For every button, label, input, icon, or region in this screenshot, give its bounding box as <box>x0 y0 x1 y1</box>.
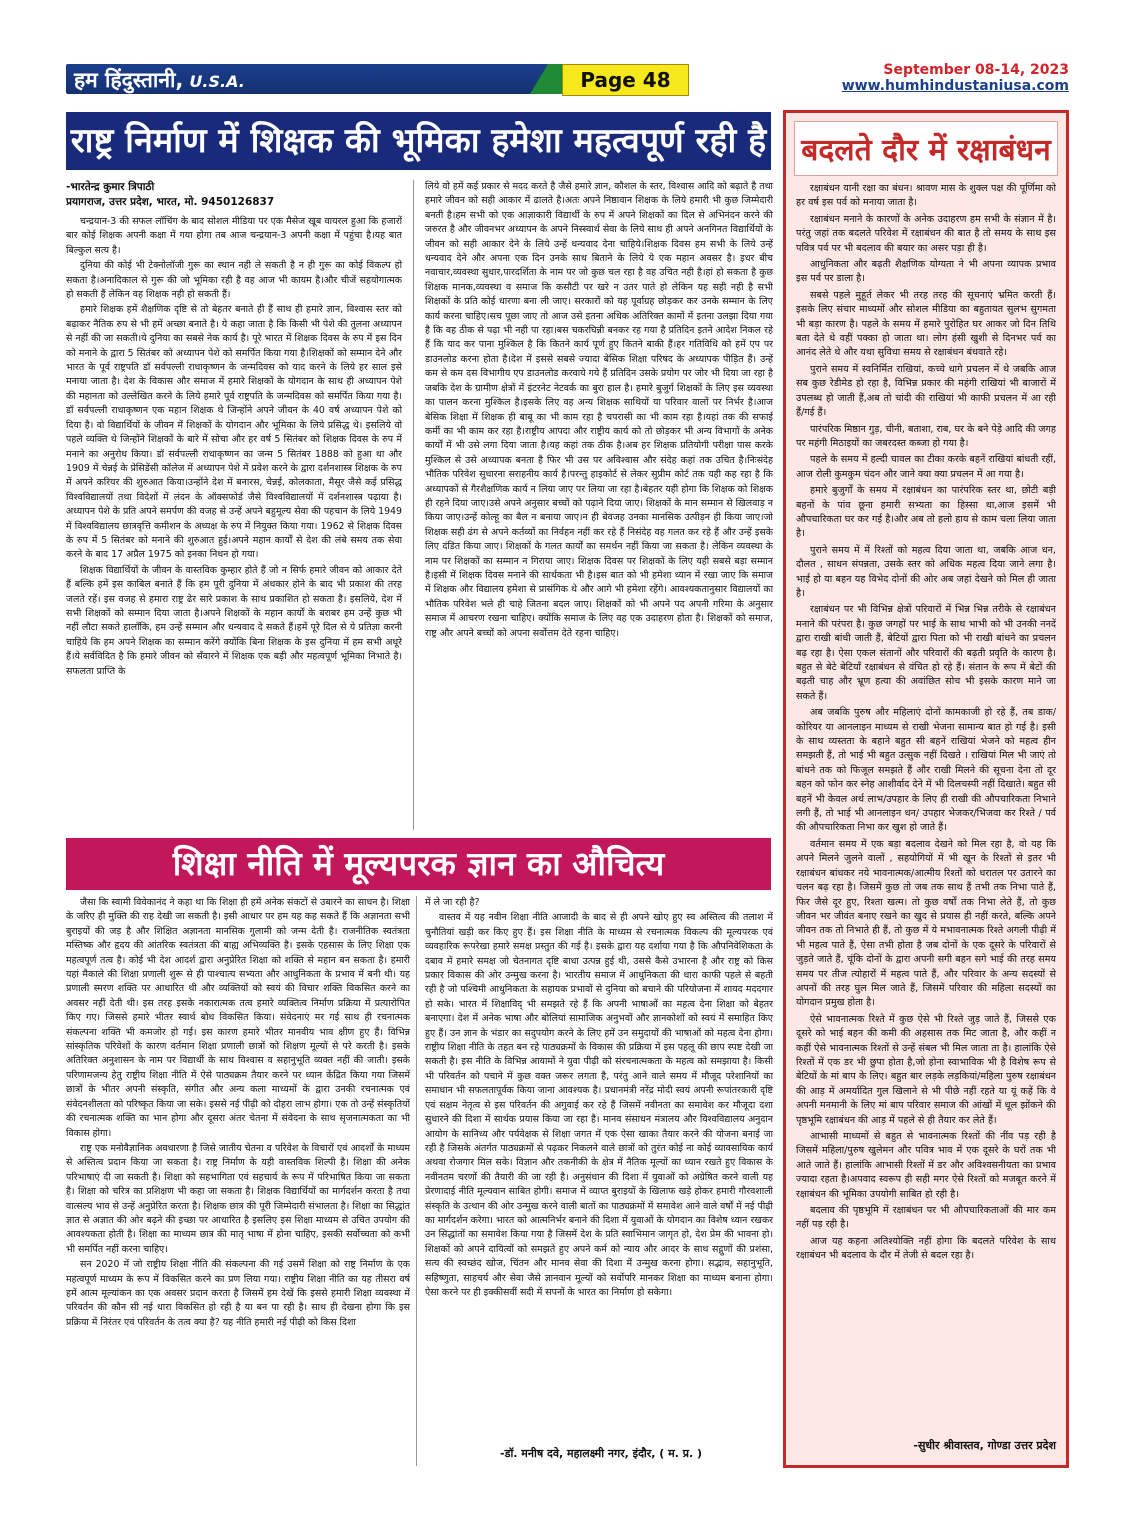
page-number: Page 48 <box>562 64 689 96</box>
article1-location: प्रयागराज, उत्तर प्रदेश, भारत, मो. 9450126837 <box>66 196 275 208</box>
paragraph: चन्द्रयान-3 की सफल लॉचिंग के बाद सोशल मीडिया पर एक मैसेज खूब वायरल हुआ कि हजारों बार कोई शिक्षक अपनी कक्षा में गया होगा तब आज चन्द्रयान-3 अपनी कक्षा में पहुंचा है।यह बात बिल्कुल सत्य है। <box>66 216 402 256</box>
article1-author: -भारतेन्द्र कुमार त्रिपाठी <box>66 181 155 193</box>
paragraph: वास्तव में यह नवीन शिक्षा नीति आजादी के बाद से ही अपने खोए हुए स्व अस्तित्व की तलाश में चुनौतियां खड़ी कर किए हुए हैं। इस शिक्षा नीति के माध्यम से रचनात्मक विकल्प की मूल्यपरक एवं व्यवहारिक रूपरेखा हमारे समक्ष प्रस्तुत की गई है। इसके द्वारा यह दर्शाया गया है कि औपनिवेशिकता के दबाव में हमारे समक्ष जो चेतनागत दृष्टि बाधा उत्पन्न हुई थी, उससे कैसे उभारना है और राष्ट्र को किस प्रकार विकास की ओर उन्मुख करना है। भारतीय समाज में आधुनिकता की धारा काफी पहले से बहती रही है जो पश्चिमी आधुनिकता के सहायक प्रभावों से दुनिया को बचाने की परियोजना में शायद मददगार हो सके। भारत में शिक्षाविद् भी समझते रहे हैं कि अपनी भाषाओं का महत्व देना शिक्षा को बेहतर बनाएगा। देश में अनेक भाषा और बोलियां सामाजिक अनुभवों और ज्ञानकोशों को स्वयं में समाहित किए हुए हैं। उन ज्ञान के भंडार का सदुपयोग करने के लिए हमें उन समुदायों की भाषाओं को महत्व देना होगा। राष्ट्रीय शिक्षा नीति के तहत बन रहे पाठ्यक्रमों के विकास की प्रक्रिया में इस पहलू की छाप स्पष्ट देखी जा सकती है। इस नीति के विभिन्न आयामों ने युवा पीढ़ी को संरचनात्मकता के महत्व को समझाया है। किसी भी परिवर्तन को पचाने में कुछ वक्त जरूर लगता है, परंतु आने वाले समय में मौजूद परेशानियों का समाधान भी सफलतापूर्वक किया जाना आवश्यक है। प्रधानमंत्री नरेंद्र मोदी स्वयं अपनी रूपांतरकारी दृष्टि एवं सक्षम नेतृत्व से इस परिवर्तन की अगुवाई कर रहे हैं जिसमें नवीनता का समावेश कर मौजूदा दशा सुधारने की दिशा में सार्थक प्रयास किया जा रहा है। मानव संसाधन मंत्रालय और विश्वविद्यालय अनुदान आयोग के सानिध्य और पर्यवेक्षक से शिक्षा जगत में एक ऐसा खाका तैयार करने की योजना बनाई जा रही है जिसके अंतर्गत पाठ्यक्रमों से पढ़कर निकलने वाले छात्रों को तुरंत कोई ना कोई व्यावसायिक कार्य अथवा रोजगार मिल सके। विज्ञान और तकनीकी के क्षेत्र में नैतिक मूल्यों का ध्यान रखते हुए विकास के नवीनतम चरणों की तैयारी की जा रही है। अनुसंधान की दिशा में युवाओं को अग्रेषित करने वाली यह प्रेरणादाई नीति मूल्यवान साबित होगी। समाज में व्याप्त बुराइयों के खिलाफ खड़े होकर हमारी गौरवशाली संस्कृति के उत्थान की ओर उन्मुख करने वाली बातों का पाठ्यक्रमों में समावेश आने वाले वर्षों में नई पीढ़ी का मार्गदर्शन करेगा। भारत को आत्मनिर्भर बनाने की दिशा में युवाओं के योगदान का विशेष ध्यान रखकर उन सिद्धांतों का समावेश किया गया है जिसमें देश के प्रति स्वाभिमान जागृत हो, देश प्रेम की भावना हो। शिक्षकों को अपने दायित्वों को समझते हुए अपने कर्म को न्याय और आदर के साथ सद्गुणों की प्रशंसा, सत्य की स्वच्छंद खोज, चिंतन और मानव सेवा की दिशा में उन्मुख करना होगा। सद्भाव, सहानुभूति, सहिष्णुता, साहचर्य और सेवा जैसे ज्ञानवान मूल्यों को सर्वोपरि मानकर शिक्षा का माध्यम बनाना होगा। ऐसा करने पर ही इक्कीसवीं सदी में सपनों के भारत का निर्माण हो सकेगा। <box>425 912 773 1298</box>
website-link[interactable]: www.humhindustaniusa.com <box>841 78 1069 94</box>
brand-logo <box>74 66 245 94</box>
article1-column-2 <box>425 180 773 830</box>
column-divider <box>413 180 414 830</box>
sidebar-title: बदलते दौर में रक्षाबंधन <box>794 121 1058 176</box>
paragraph: पुराने समय में स्वनिर्मित राखियां, कच्चे धागे प्रचलन में थे जबकि आज सब कुछ रेडीमेड हो रहा है, विभिन्न प्रकार की महंगी राखियां भी बाजारों में उपलब्ध हो जाती हैं,अब तो चांदी की राखियां भी काफी प्रचलन में आ रही हैं/गई हैं। <box>796 363 1056 419</box>
paragraph: बदलाव की पृष्ठभूमि में रक्षाबंधन पर भी औपचारिकताओं की मार कम नहीं पड़ रही है। <box>796 1205 1056 1231</box>
paragraph: रक्षाबंधन पर भी विभिन्न क्षेत्रों परिवारों में भिन्न भिन्न तरीके से रक्षाबंधन मनाने की परंपरा है। कुछ जगहों पर भाई के साथ भाभी को भी उनकी ननदें द्वारा राखी बांधी जाती हैं, बेटियों द्वारा पिता को भी राखी बांधने का प्रचलन बढ़ रहा है। ऐसा एकल संतानों और परिवारों की बढ़ती प्रवृति के कारण है। बहुत से बेटे बेटियाँ रक्षाबंधन से वंचित हो रहे हैं। संतान के रूप में बेटों की बढ़ती चाह और भ्रूण हत्या की अवांछित सोच भी इसके कारण माने जा सकते हैं। <box>796 604 1056 702</box>
sidebar-author: -सुधीर श्रीवास्तव, गोण्डा उत्तर प्रदेश <box>913 1439 1056 1452</box>
paragraph: दुनिया की कोई भी टेक्नोलॉजी गुरू का स्थान नही ले सकती है न ही गुरू का कोई विकल्प हो सकता है।अनादिकाल से गुरू की जो भूमिका रही है वह आज भी कायम है।और चीजें सहयोगात्मक हो सकती हैं लेकिन वह शिक्षक नही हो सकती हैं। <box>66 260 402 301</box>
article2-headline: शिक्षा नीति में मूल्यपरक ज्ञान का औचित्य <box>66 838 771 890</box>
paragraph: शिक्षक विद्यार्थियों के जीवन के वास्तविक कुम्हार होते हैं जो न सिर्फ हमारे जीवन को आकार देते हैं बल्कि हमें इस काबिल बनाते हैं कि हम पूरी दुनिया में अंधकार होने के बाद भी प्रकाश की तरह जलते रहें। इस वजह से हमारा राष्ट्र ढेर सारे प्रकाश के साथ प्रकाशित हो सकता है। इसलिये, देश में सभी शिक्षकों को सम्मान दिया जाता है।अपने शिक्षकों के महान कार्यों के बराबर हम उन्हें कुछ भी नहीं लौटा सकते हालाँकि, हम उन्हें सम्मान और धन्यवाद दे सकते हैं।हमें पूरे दिल से ये प्रतिज्ञा करनी चाहिये कि हम अपने शिक्षक का सम्मान करेंगे क्योंकि बिना शिक्षक के इस दुनिया में हम सभी अधूरे हैं।ये सर्वविदित है कि हमारे जीवन को सँवारने में शिक्षक एक बड़ी और महत्वपूर्ण भूमिका निभाते है।सफलता प्राप्ति के <box>66 564 402 677</box>
paragraph: आभासी माध्यमों से बहुत से भावनात्मक रिश्तों की नींव पड़ रही है जिसमें महिला/पुरुष खुलेमन और पवित्र भाव में एक दूसरे के घरों तक भी आते जाते हैं। हालांकि आभासी रिश्तों में डर और अविश्वसनीयता का प्रभाव ज्यादा रहता है।अपवाद स्वरूप ही सही मगर ऐसे रिश्तों को मजबूत करने में रक्षाबंधन की भूमिका उपयोगी साबित हो रही है। <box>796 1131 1056 1200</box>
paragraph: वर्तमान समय में एक बड़ा बदलाव देखने को मिल रहा है, वो यह कि अपने मिलने जुलने वालों , सहयोगियों में भी खून के रिश्तों से इतर भी रक्षाबंधन बांधकर नये भावनात्मक/आत्मीय रिश्तों को धरातल पर उतारने का चलन बढ़ रहा है। जिसमें कुछ तो जब तक साथ हैं तभी तक निभा पाते हैं, फिर जैसे दूर हुए, रिश्ता खत्म। तो कुछ वर्षों तक निभा लेते हैं, तो कुछ जीवन भर जीवंत बनाए रखने का खुद से प्रयास ही नहीं करते, बल्कि अपने जीवन तक तो निभाते ही हैं, तो कुछ में ये मभावनात्मक रिश्ते अगली पीढ़ी में भी महत्व पाते हैं, ऐसा तभी होता है जब दोनों के एक दूसरे के परिवारों से जुड़ते जाते हैं, चूंकि दोनों के द्वारा अपनी सगी बहन सगे भाई की तरह समय समय पर तीज त्योहारों में महत्व पाते हैं, और परिवार के अन्य सदस्यों से अपनों की तरह घुल मिल जाते हैं, जिसमें परिवार की महिला सदस्यों का योगदान प्रमुख होता है। <box>796 838 1056 1009</box>
article1-byline <box>66 180 274 210</box>
paragraph: हमारे बुजुर्गों के समय में रक्षाबंधन का पारंपरिक स्तर था, छोटी बड़ी बहनों के पांव छूना हमारी सभ्यता का हिस्सा था,आज इसमें भी औपचारिकता घर कर गई है।और अब तो हलो हाय से काम चला लिया जाता है। <box>796 485 1056 540</box>
paragraph: आज यह कहना अतिश्योक्ति नहीं होगा कि बदलते परिवेश के साथ रक्षाबंधन भी बदलाव के दौर में तेजी से बदल रहा है। <box>796 1235 1056 1262</box>
paragraph: पुराने समय में में रिश्तों को महत्व दिया जाता था, जबकि आज धन, दौलत , साधन संपन्नता, उसके स्तर को अधिक महत्व दिया जाने लगा है। भाई हो या बहन यह विभेद दोनों की ओर अब जहां देखने को मिल ही जाता है। <box>796 544 1056 599</box>
masthead <box>0 60 1135 100</box>
paragraph: में ले जा रही है? <box>425 897 480 908</box>
issue-info <box>842 62 1069 94</box>
brand-suffix: U.S.A. <box>189 72 245 91</box>
paragraph: जैसा कि स्वामी विवेकानंद ने कहा था कि शिक्षा ही हमें अनेक संकटों से उबारने का साधन है। शिक्षा के जरिए ही मुक्ति की राह देखी जा सकती है। इसी आधार पर हम यह कह सकते हैं कि अज्ञानता सभी बुराइयों की जड़ है और शिक्षित अज्ञानता मानसिक गुलामी को जन्म देती है। राजनीतिक स्वतंत्रता मस्तिष्क और हृदय की आंतरिक स्वतंत्रता की बाह्य अभिव्यक्ति है। इसके एहसास के लिए शिक्षा एक महत्वपूर्ण तत्व है। कोई भी देश आदर्श द्वारा अनुप्रेरित शिक्षा को शक्ति से महान बन सकता है। हमारी यहां मैकाले की शिक्षा प्रणाली शुरू से ही पाश्चात्य सभ्यता और आधुनिकता के प्रभाव में बनी थी। यह प्रणाली स्मरण शक्ति पर आधारित थी और व्यक्तियों को स्वयं की विचार शक्ति विकसित करने का अवसर नहीं देती थी। इस तरह इसके नकारात्मक तत्व हमारे व्यक्तित्व निर्माण प्रक्रिया में प्रत्यारोपित किए गए। जिससे हमारे भीतर स्वार्थ बोध विकसित किया। संवेदनाएं मर गई साथ ही रचनात्मक संकल्पना शक्ति भी कमजोर हो गई। इस कारण हमारे भीतर मानवीय भाव क्षीण हुए हैं। विभिन्न सांस्कृतिक परिवेशों के कारण वर्तमान शिक्षा प्रणाली छात्रों को शिक्षण मूल्यों से परे करती है। इसके अतिरिक्त अनुशासन के नाम पर विद्यार्थी के साथ विश्वास व सहानुभूति व्यक्त नहीं की जाती। इसके परिणामजन्य हेतु राष्ट्रीय शिक्षा नीति में ऐसे पाठ्यक्रम तैयार करने पर ध्यान केंद्रित किया गया जिसमें छात्रों के भीतर अपनी संस्कृति, संगीत और अन्य कला माध्यमों के द्वारा उनकी रचनात्मक एवं संवेदनशीलता को परिष्कृत किया जा सके। इससे नई पीढ़ी को दोहरा लाभ होगा। एक तो उन्हें संस्कृतियों की रचनात्मक शक्ति का भान होगा और दूसरा अंतर चेतना में संवेदना के साथ सृजनात्मकता का भी विकास होगा। <box>66 897 410 1139</box>
paragraph: ऐसे भावनात्मक रिश्ते में कुछ ऐसे भी रिश्ते जुड़ जाते हैं, जिससे एक दूसरे को भाई बहन की कमी की अहसास तक मिट जाता है, और कहीं न कहीं ऐसे भावनात्मक रिश्तों से उन्हें संबल भी मिल जाता ता है। हालांकि ऐसे रिश्तों में एक डर भी छुपा होता है,जो होना स्वाभाविक भी है विशेष रूप से बेटियों के मां बाप के लिए। बहुत बार लड़के लड़कियां/महिला पुरुष रक्षाबंधन की आड़ में अमर्यादित गुल खिलाने से भी पीछे नहीं रहते या यूं कहें कि वे अपनी मनमानी के लिए मां बाप परिवार समाज की आंखों में धूल झोंकने की पृष्ठभूमि रक्षाबंधन की आड़ में पहले से ही तैयार कर लेते हैं। <box>796 1013 1056 1126</box>
article2-author: -डॉ. मनीष दवे, महालक्ष्मी नगर, इंदौर, ( म. प्र. ) <box>500 1447 703 1460</box>
issue-date: September 08-14, 2023 <box>883 62 1069 78</box>
paragraph: रक्षाबंधन यानी रक्षा का बंधन। श्रावण मास के शुक्ल पक्ष की पूर्णिमा को हर वर्ष इस पर्व को मनाया जाता है। <box>796 183 1056 209</box>
sidebar-body <box>796 182 1056 1412</box>
paragraph: हमारे शिक्षक हमें शैक्षणिक दृष्टि से तो बेहतर बनाते ही हैं साथ ही हमारे ज्ञान, विश्वास स्तर को बढ़ाकर नैतिक रुप से भी हमें अच्छा बनाते है। ये कहा जाता है कि किसी भी पेशे की तुलना अध्यापन से नहीं की जा सकती।ये दुनिया का सबसे नेक कार्य है। पूरे भारत में शिक्षक दिवस के रुप में इस दिन को मनाने के द्वारा 5 सितंबर को अध्यापन पेशे को समर्पित किया गया है।शिक्षकों को सम्मान देने और भारत के पूर्व राष्ट्रपति डॉ सर्वपल्ली राधाकृष्णन के जन्मदिवस को याद करने के लिये हर साल इसे मनाया जाता है। देश के विकास और समाज में हमारे शिक्षकों के योगदान के साथ ही अध्यापन पेशे की महानता को उल्लेखित करने के लिये हमारे पूर्व राष्ट्रपति के जन्मदिवस को समर्पित किया गया है।डॉ सर्वपल्ली राधाकृष्णन एक महान शिक्षक थे जिन्होंने अपने जीवन के 40 वर्ष अध्यापन पेशे को दिया है। वो विद्यार्थियों के जीवन में शिक्षकों के योगदान और भूमिका के लिये प्रसिद्ध थे। इसलिये वो पहले व्यक्ति थे जिन्होंने शिक्षकों के बारे में सोचा और हर वर्ष 5 सितंबर को शिक्षक दिवस के रुप में मनाने का अनुरोध किया। डॉ सर्वपल्ली राधाकृष्णन का जन्म 5 सितंबर 1888 को हुआ था और 1909 में चेन्नई के प्रेसिडेंसी कॉलेज में अध्यापन पेशे में प्रवेश करने के द्वारा दर्शनशास्त्र शिक्षक के रुप में अपने करियर की शुरुआत किया।उन्होंने देश में बनारस, चेन्नई, कोलकाता, मैसूर जैसे कई प्रसिद्ध विश्वविद्यालयों तथा विदेशों में लंदन के ऑक्सफोर्ड जैसे विश्वविद्यालयों में दर्शनशास्त्र पढ़ाया है। अध्यापन पेशे के प्रति अपने समर्पण की वजह से उन्हें अपने बहुमूल्य सेवा की पहचान के लिये 1949 में विश्वविद्यालय छात्रवृत्ति कमीशन के अध्यक्ष के रुप में नियुक्त किया गया। 1962 से शिक्षक दिवस के रुप में 5 सितंबर को मनाने की शुरुआत हुई।अपने महान कार्यों से देश की लंबे समय तक सेवा करने के बाद 17 अप्रैल 1975 को इनका निधन हो गया। <box>66 304 402 561</box>
paragraph: लिये वो हमें कई प्रकार से मदद करते है जैसे हमारे ज्ञान, कौशल के स्तर, विश्वास आदि को बढ़ाते है तथा हमारे जीवन को सही आकार में ढालते है।अतः अपने निष्ठावान शिक्षक के लिये हमारी भी कुछ जिम्मेदारी बनती है।हम सभी को एक आज्ञाकारी विद्यार्थी के रुप में अपने शिक्षकों का दिल से अभिनंदन करने की जरुरत है और जीवनभर अध्यापन के अपने निस्स्वार्थ सेवा के लिये साथ ही अपने अनगिनत विद्यार्थियों के जीवन को सही आकार देने के लिये उन्हें धन्यवाद देना चाहिये।शिक्षक दिवस हम सभी के लिये उन्हें धन्यवाद देने और अपना एक दिन उनके साथ बिताने के लिये ये एक महान अवसर है। इधर बीच नवाचार,व्यवस्था सुधार,पारदर्शिता के नाम पर जो कुछ चल रहा है वह उचित नही है।हां हो सकता है कुछ शिक्षक मानक,व्यवस्था व समाज कि कसौटी पर खरे न उतर पाते हो लेकिन यह सही नही है सभी शिक्षकों के प्रति कोई धारणा बना ली जाए। सरकारों को यह पूर्वाग्रह छोड़कर कर उनके सम्मान के लिए कार्य करना चाहिए।सच पूछा जाए तो आज उसे इतना अधिक अतिरिक्त कामों में इतना उलझा दिया गया है कि वह ठीक से पढ़ा भी नही पा रहा।बस चकरघिन्नी बनकर रह गया है प्रतिदिन इतने आदेश निकल रहे हैं कि याद कर पाना मुश्किल है कि कितने कार्य पूर्ण हुए कितने बाकी हैं।हर गतिविधि को हमें एप पर डाउनलोड करना होता है।देश में इससे सबसे ज्यादा बेसिक शिक्षा परिषद के अध्यापक पीड़ित हैं। उन्हें कम से कम दस विभागीय एप डाउनलोड करवाये गये हैं प्रतिदिन उसके प्रयोग पर जोर भी दिया जा रहा है जबकि देश के ग्रामीण क्षेत्रों में इंटरनेट नेटवर्क का बुरा हाल है। हमारे बुजुर्ग शिक्षकों के लिए इस व्यवस्था का पालन करना मुश्किल है।इसके लिए वह अन्य शिक्षक साथियों या परिवार वालों पर निर्भर है।आज बेसिक शिक्षा में शिक्षक ही बाबू का भी काम रहा है चपरासी का भी काम रहा है।यहां तक की सफाई कर्मी का भी काम कर रहा है।राष्ट्रीय आपदा और राष्ट्रीय कार्य को तो छोड़कर भी अन्य विभागों के अनेक कार्यों में भी उसे लगा दिया जाता है।यह कहां तक ठीक है।अब हर शिक्षक प्रतियोगी परीक्षा पास करके मुश्किल से उसे अध्यापक बनता है फिर भी उस पर अविश्वास और संदेह कहां तक उचित है।निःसंदेह भौतिक परिवेश सुधारना सराहनीय कार्य है।परन्तु हाइकोर्ट से लेकर सुप्रीम कोर्ट तक यही कह रहा है कि अध्यापकों से गैरशैक्षणिक कार्य न लिया जाए पर लिया जा रहा है।बेहतर यही होगा कि शिक्षक को शिक्षक ही रहने दिया जाए।उसे अपने अनुसार बच्चों को पढ़ाने दिया जाए। शिक्षकों के मान सम्मान से खिलवाड़ न किया जाए।उन्हें कोल्हू का बैल न बनाया जाए।न ही बेवजह उनका मानसिक उत्पीड़न ही किया जाए।जो शिक्षक सही ढंग से अपने कर्तव्यों का निर्वहन नहीं कर रहे हैं निसंदेह वह गलत कर रहे हैं और उन्हें इसके लिए दंडित किया जाए। शिक्षकों के गलत कार्यों का समर्थन नहीं किया जा सकता है। लेकिन व्यवस्था के नाम पर शिक्षकों का सम्मान न गिराया जाए। शिक्षक दिवस पर शिक्षकों के लिए यही सबसे बड़ा सम्मान है।इसी में शिक्षक दिवस मनाने की सार्थकता भी है।इस बात को भी हमेशा ध्यान में रखा जाए कि समाज में शिक्षक और विद्यालय हमेशा से प्रासंगिक थे और आगे भी हमेशा रहेंगे। आवश्यकतानुसार विद्यालयों का भौतिक परिवेश भले ही चाहे जितना बदल जाए। शिक्षकों को भी अपने पद अपनी गरिमा के अनुसार समाज में आचरण रखना चाहिए। क्योंकि समाज के लिए वह एक उदाहरण होता है। शिक्षकों को समाज, राष्ट्र और अपने बच्चों को अपना सर्वोत्तम देते रहना चाहिए। <box>425 181 773 639</box>
paragraph: अब जबकि पुरुष और महिलाएं दोनों कामकाजी हो रहे हैं, तब डाक/कोरियर या आनलाइन माध्यम से राखी भेजना सामान्य बात हो गई है। इसी के साथ व्यस्तता के बहाने बहुत सी बहनें राखियां भेजने को महत्व हीन समझती हैं, तो भाई भी बहुत उत्सुक नहीं दिखते । राखियां मिल भी जाएं तो बांधने तक को फिजूल समझते हैं और राखी मिलने की सूचना देना तो दूर बहन को फोन कर स्नेह आशीर्वाद देने में भी दिलचस्पी नहीं दिखाते। बहुत सी बहनें भी केवल अर्थ लाभ/उपहार के लिए ही राखी की औपचारिकता निभाने लगी हैं, तो भाई भी आनलाइन धन/ उपहार भेजकर/भिजवा कर रिश्ते / पर्व की औपचारिकता निभा कर खुश हो जाते हैं। <box>796 707 1056 834</box>
paragraph: सबसे पहले मुहूर्त लेकर भी तरह तरह की सूचनाएं भ्रमित करती हैं। इसके लिए संचार माध्यमों और सोशल मीडिया का बहुतायत सुलभ सुगमता भी बड़ा कारण है। पहले के समय में हमारे पुरोहित घर आकर जो दिन तिथि बता देते थे वहीं पक्का हो जाता था। लोग हंसी खुशी से दिनभर पर्व का आनंद लेते थे और यथा सुविधा समय से रक्षाबंधन बंधवाते रहे। <box>796 289 1056 359</box>
article1-column-1 <box>66 215 402 830</box>
paragraph: पहले के समय में हल्दी चावल का टीका करके बहनें राखियां बांधती रहीं, आज रोली कुमकुम चंदन और जाने क्या क्या प्रचलन में आ गया है। <box>796 454 1056 480</box>
paragraph: रक्षाबंधन मनाने के कारणों के अनेक उदाहरण हम सभी के संज्ञान में है। परंतु जहां तक बदलते परिवेश में रक्षाबंधन की बात है तो समय के साथ इस पवित्र पर्व पर भी बदलाव की बयार का असर पड़ा ही है। <box>796 213 1056 254</box>
paragraph: आधुनिकता और बढ़ती शैक्षणिक योग्यता ने भी अपना व्यापक प्रभाव इस पर्व पर डाला है। <box>796 259 1056 285</box>
brand-banner <box>66 64 561 94</box>
sidebar-article <box>783 110 1069 1468</box>
article2-column-2 <box>425 896 773 1442</box>
column-divider <box>416 896 417 1466</box>
brand-name: हम हिंदुस्तानी, <box>74 68 184 92</box>
paragraph: पारंपरिक मिष्ठान गुड़, चीनी, बताशा, राब, घर के बने पेड़े आदि की जगह पर महंगी मिठाइयों का जबरदस्त कब्जा हो गया है। <box>796 423 1056 449</box>
paragraph: राष्ट्र एक मनोवैज्ञानिक अवधारणा है जिसे जातीय चेतना व परिवेश के विचारों एवं आदर्शों के माध्यम से अस्तित्व प्रदान किया जा सकता है। राष्ट्र निर्माण के यही वास्तविक शिल्पी है। शिक्षा की अनेक परिभाषाएं दी जा सकती है। शिक्षा को सहभागिता एवं सहचार्य के रूप में परिभाषित किया जा सकता है। शिक्षा को चरित्र का प्रशिक्षण भी कहा जा सकता है। शिक्षक विद्यार्थियों का मार्गदर्शन करता है तथा वात्सल्य भाव से उन्हें अनुप्रेरित करता है। शिक्षक छात्र की पूरी जिम्मेदारी संभालता है। शिक्षा का सिद्धांत ज्ञात से अज्ञात की ओर बढ़ने की इच्छा पर आधारित है इसलिए इस शिक्षा माध्यम से उचित उपयोग की आवश्यकता होती है। शिक्षा का माध्यम छात्र की मातृ भाषा में होना चाहिए, इसकी सर्वोच्चता को कभी भी समर्पित नहीं करना चाहिए। <box>66 1142 410 1255</box>
paragraph: सन 2020 में जो राष्ट्रीय शिक्षा नीति की संकल्पना की गई उसमें शिक्षा को राष्ट्र निर्माण के एक महत्वपूर्ण माध्यम के रूप में विकसित करने का प्रण लिया गया। राष्ट्रीय शिक्षा नीति का यह तीसरा वर्ष हमें आत्म मूल्यांकन का एक अवसर प्रदान करता है जिसमें हम देखें कि इससे हमारी शिक्षा व्यवस्था में परिवर्तन की कौन सी नई धारा विकसित हो रही है या बन पा रही है। साथ ही देखना होगा कि इस प्रक्रिया में निरंतर एवं परिवर्तन के तत्व क्या है? यह नीति हमारी नई पीढ़ी को किस दिशा <box>66 1259 410 1328</box>
article1-headline: राष्ट्र निर्माण में शिक्षक की भूमिका हमेशा महत्वपूर्ण रही है <box>66 112 771 170</box>
article2-column-1 <box>66 896 410 1466</box>
